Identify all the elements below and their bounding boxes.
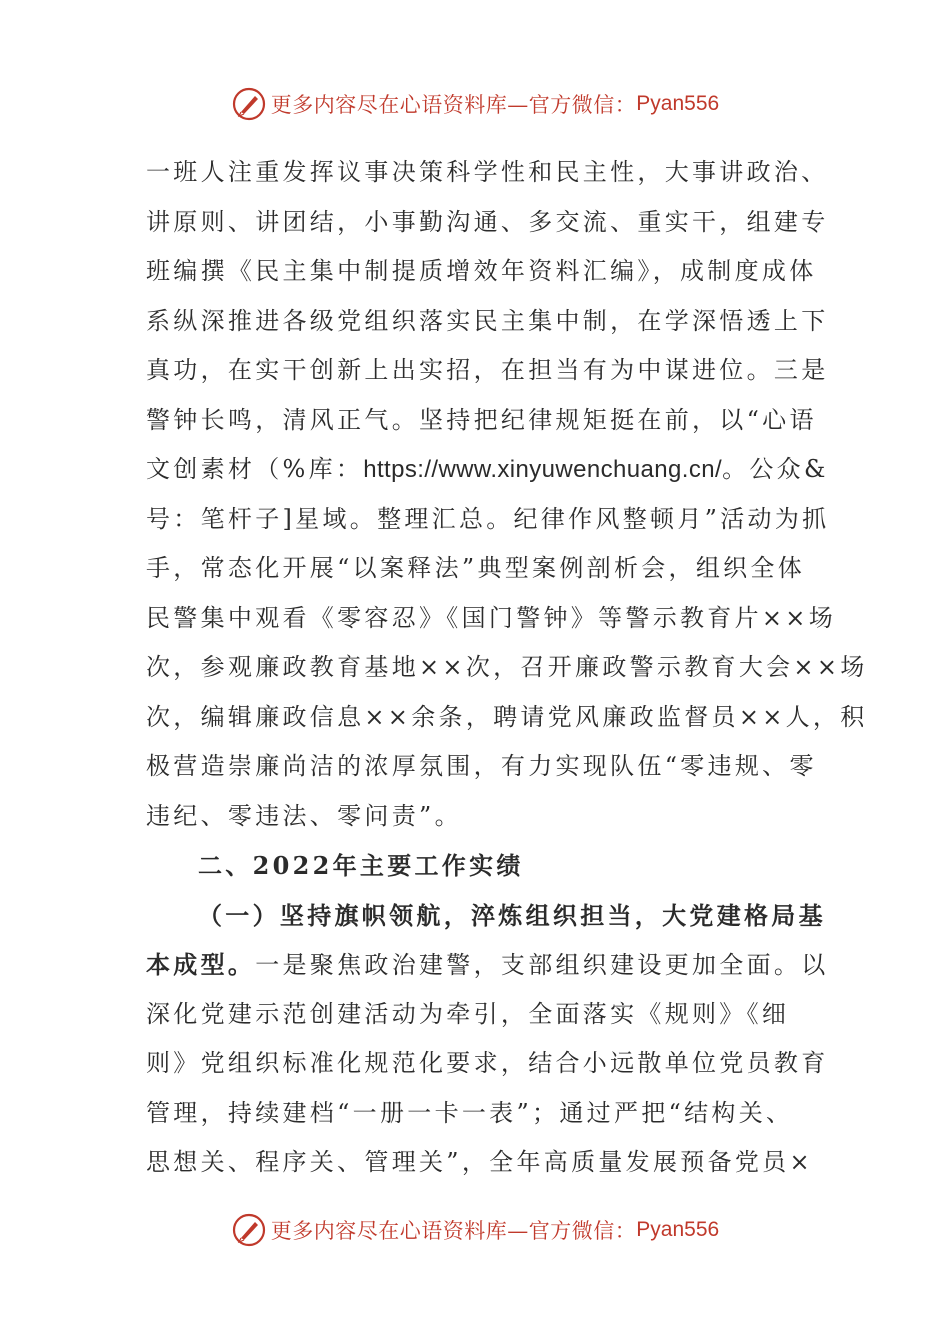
text-line: [146, 940, 829, 990]
text-line: 警钟长鸣，清风正气。坚持把纪律规矩挺在前，以“心语: [146, 405, 817, 434]
text-line: 号：笔杆子]星域。整理汇总。纪律作风整顿月”活动为抓: [146, 504, 830, 533]
text-line: 则》党组织标准化规范化要求，结合小远散单位党员教育: [146, 1049, 829, 1077]
text-line: 系纵深推进各级党组织落实民主集中制，在学深悟透上下: [146, 306, 829, 335]
footer-banner-text: 更多内容尽在心语资料库—官方微信：: [270, 1219, 637, 1243]
header-banner-text: 更多内容尽在心语资料库—官方微信：: [270, 93, 637, 117]
document-body: [146, 148, 868, 1188]
text-line: 管理，持续建档“一册一卡一表”；通过严把“结构关、: [146, 1098, 794, 1127]
text-line: 民警集中观看《零容忍》《国门警钟》等警示教育片××场: [146, 603, 837, 632]
footer-wechat-id: Pyan556: [636, 1218, 720, 1241]
text-segment: 文创素材（%库：: [146, 455, 364, 483]
text-line: 深化党建示范创建活动为牵引，全面落实《规则》《细: [146, 999, 790, 1028]
footer-watermark-banner: [0, 1210, 950, 1250]
pen-logo-icon: [231, 1212, 267, 1248]
text-segment: 。公众&: [722, 455, 829, 483]
pen-logo-icon: [231, 86, 267, 122]
url-text: https://www.xinyuwenchuang.cn/: [363, 456, 723, 483]
text-line: 次，参观廉政教育基地××次，召开廉政警示教育大会××场: [146, 653, 868, 681]
text-line: 真功，在实干创新上出实招，在担当有为中谋进位。三是: [146, 356, 829, 384]
text-line: 手，常态化开展“以案释法”典型案例剖析会，组织全体: [146, 554, 806, 582]
text-segment: 一是聚焦政治建警，支部组织建设更加全面。以: [255, 951, 829, 979]
text-line: 次，编辑廉政信息××余条，聘请党风廉政监督员××人，积: [146, 702, 868, 731]
text-line: [146, 445, 829, 495]
text-line: 讲原则、讲团结，小事勤沟通、多交流、重实干，组建专: [146, 207, 829, 236]
text-line: 极营造崇廉尚洁的浓厚氛围，有力实现队伍“零违规、零: [146, 752, 817, 780]
text-line: 思想关、程序关、管理关”，全年高质量发展预备党员×: [146, 1148, 813, 1176]
subsection-heading: （一）坚持旗帜领航，淬炼组织担当，大党建格局基: [198, 900, 826, 930]
text-line: 违纪、零违法、零问责”。: [146, 801, 462, 830]
text-line: 班编撰《民主集中制提质增效年资料汇编》，成制度成体: [146, 257, 817, 285]
text-line: 一班人注重发挥议事决策科学性和民主性，大事讲政治、: [146, 158, 829, 186]
subsection-heading-tail: 本成型。: [146, 950, 256, 979]
header-wechat-id: Pyan556: [636, 92, 720, 115]
header-watermark-banner: [0, 84, 950, 124]
section-heading: 二、2022年主要工作实绩: [198, 851, 524, 880]
